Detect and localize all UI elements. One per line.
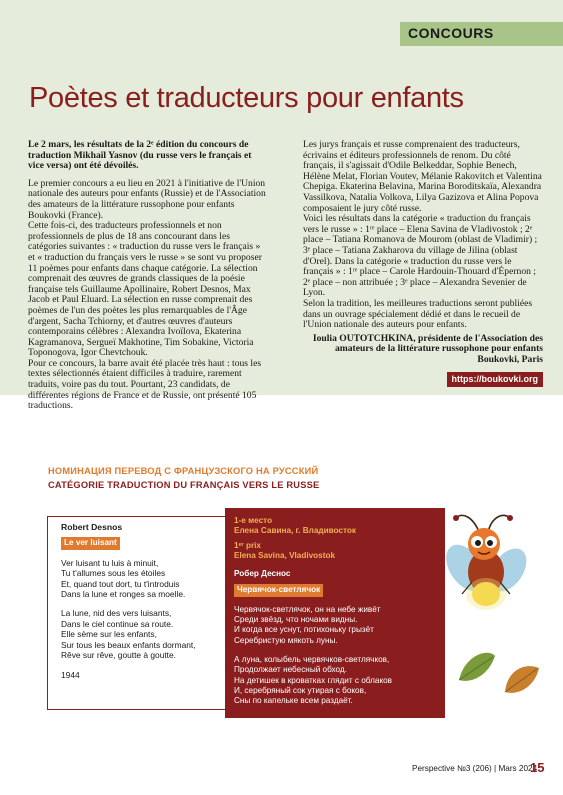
section-label: CONCOURS <box>408 25 494 41</box>
poem-line: Dans la lune et ronges sa moelle. <box>61 589 186 600</box>
poem-line: Серебристую мякоть луны. <box>234 635 338 645</box>
poem-line: Et, quand tout dort, tu t'introduis <box>61 578 180 589</box>
website-link[interactable]: https://boukovki.org <box>447 372 544 387</box>
paragraph: Selon la tradition, les meilleures traductions seront publiées dans un ouvrage spécialement dédié et dans le recueil de l'Union nationale des auteurs pour enfants. <box>303 297 533 331</box>
poem-line: Червячок-светлячок, он на небе живёт <box>234 604 381 614</box>
article-title: Poètes et traducteurs pour enfants <box>29 82 464 114</box>
place-label: 1ᵉʳ prix <box>234 540 261 550</box>
firefly-illustration <box>418 510 536 610</box>
paragraph: Pour ce concours, la barre avait été placée très haut : tous les textes sélectionnés étaient difficiles à traduire, rarement traduits, voire pas du tout. Pourtant, 23 candidats, de différentes régions de France et de Russie, ont présenté 105 traductions. <box>28 357 262 412</box>
leaves-illustration <box>455 640 543 700</box>
paragraph: Le premier concours a eu lieu en 2021 à l'initiative de l'Union nationale des auteurs pour enfants (Russie) et de l'Association des amateurs de la littérature russophone pour enfants Boukovki (France). <box>28 177 266 221</box>
poem-line: Ver luisant tu luis à minuit, <box>61 557 159 568</box>
nomination-heading-fr: CATÉGORIE TRADUCTION DU FRANÇAIS VERS LE RUSSE <box>48 480 320 490</box>
winner-fr <box>234 541 439 562</box>
article-lead: Le 2 mars, les résultats de la 2ᵉ édition du concours de traduction Mikhaïl Yasnov (du russe vers le français et vice versa) ont été dévoilés. <box>28 139 252 172</box>
poem-stanza <box>234 655 439 706</box>
paragraph: Cette fois-ci, des traducteurs professionnels et non professionnels de plus de 18 ans concourant dans les catégories suivantes : « traduction du russe vers le français » et « traduction du français vers le russe » se sont vu proposer 11 poèmes pour enfants dans chaque catégorie. La sélection comprenait des œuvres de grands classiques de la poésie française tels Guillaume Apollinaire, Robert Desnos, Max Jacob et Paul Eluard. La sélection en russe comprenait des poèmes de l'un des poètes les plus remarquables de l'Âge d'argent, Sacha Tchiorny, et d'autres œuvres d'auteurs contemporains célèbres : Alexandra Ivoïlova, Ekaterina Kagramanova, Sergueï Makhotine, Tim Sobakine, Victoria Toponogova, Igor Chevtchouk. <box>28 220 262 359</box>
poem-line: Rêve sur rêve, goutte à goutte. <box>61 650 176 661</box>
poem-stanza <box>61 608 226 660</box>
original-poem <box>61 522 226 681</box>
winner-name: Elena Savina, Vladivostok <box>234 550 336 560</box>
poem-line: Продолжает небесный обход. <box>234 665 347 675</box>
poem-author: Робер Деснос <box>234 569 291 579</box>
poem-line: А луна, колыбель червячков-светлячков, <box>234 654 390 664</box>
poem-title: Le ver luisant <box>61 537 120 549</box>
place-label: 1-е место <box>234 516 273 525</box>
paragraph: Les jurys français et russe comprenaient des traducteurs, écrivains et éditeurs professionnels de renom. Du côté français, il s'agissait d'Odile Belkeddar, Sophie Benech, Hélène Melat, Florian Voutev, Mélanie Rakovitch et Valentina Chepiga. Ekaterina Belavina, Marina Boroditskaïa, Alexandra Vassilkova, Natalia Volkova, Lilya Gazizova et Alina Popova composaient le jury côté russe. <box>303 139 542 214</box>
footer-text: Perspective №3 (206) | Mars 2024 <box>412 764 538 773</box>
page-number: 15 <box>530 760 545 775</box>
poem-line: Сны по капельке всем раздаёт. <box>234 696 353 706</box>
signature: Ioulia OUTOTCHKINA, présidente de l'Association des amateurs de la littérature russophone pour enfants Boukovki, Paris <box>312 332 543 365</box>
poem-stanza <box>61 558 226 600</box>
paragraph: Voici les résultats dans la catégorie « traduction du français vers le russe » : 1ʳᵉ place – Elena Savina de Vladivostok ; 2ᵉ place – Tatiana Romanova de Mourom (oblast de Vladimir) ; 3ᵉ place – Tatiana Zakharova du village de Jilina (oblast d'Orel). Dans la catégorie « traduction du russe vers le français » : 1ʳᵉ place – Carole Hardouin-Thouard d'Épernon ; 2ᵉ place – non attribuée ; 3ᵉ place – Alexandra Sevenier de Lyon. <box>303 213 538 299</box>
poem-line: Dans le ciel continue sa route. <box>61 618 174 629</box>
left-column <box>28 140 268 412</box>
poem-line: И когда все уснут, потихоньку грызёт <box>234 625 374 635</box>
poem-line: И, серебряный сок утирая с боков, <box>234 685 367 695</box>
poem-line: La lune, nid des vers luisants, <box>61 608 172 619</box>
translated-poem <box>234 516 439 715</box>
winner-name: Елена Савина, г. Владивосток <box>234 526 356 536</box>
poem-title: Червячок-светлячок <box>234 584 323 596</box>
poem-line: Среди звёзд, что ночами видны. <box>234 615 358 625</box>
poem-author: Robert Desnos <box>61 522 123 532</box>
right-column <box>303 140 543 387</box>
poem-stanza <box>234 605 439 646</box>
poem-line: Sur tous les beaux enfants dormant, <box>61 639 196 650</box>
winner-ru <box>234 516 439 537</box>
poem-line: Elle sème sur les enfants, <box>61 629 157 640</box>
nomination-heading-ru: НОМИНАЦИЯ ПЕРЕВОД С ФРАНЦУЗСКОГО НА РУССКИЙ <box>48 466 319 476</box>
poem-line: На детишек в кроватках глядит с облаков <box>234 675 393 685</box>
poem-line: Tu t'allumes sous les étoiles <box>61 568 166 579</box>
poem-year: 1944 <box>61 670 80 681</box>
